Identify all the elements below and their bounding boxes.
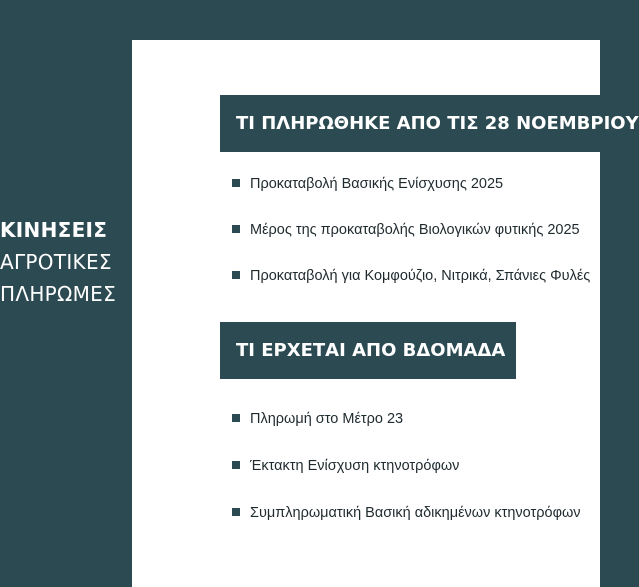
title-line-2: ΑΓΡΟΤΙΚΕΣ xyxy=(0,250,112,274)
list-item xyxy=(232,409,403,429)
content-panel xyxy=(132,40,639,587)
list-item xyxy=(232,174,503,194)
list-item-label: Προκαταβολή Βασικής Ενίσχυσης 2025 xyxy=(250,176,504,192)
square-bullet-icon xyxy=(232,461,240,469)
list-item-label: Μέρος της προκαταβολής Βιολογικών φυτικής 2025 xyxy=(250,222,580,238)
square-bullet-icon xyxy=(232,225,240,233)
list-item xyxy=(232,220,580,240)
title-line-1: ΚΙΝΗΣΕΙΣ xyxy=(0,218,108,242)
infographic-title xyxy=(0,214,117,310)
square-bullet-icon xyxy=(232,179,240,187)
list-item-label: Έκτακτη Ενίσχυση κτηνοτρόφων xyxy=(250,458,460,474)
square-bullet-icon xyxy=(232,414,240,422)
square-bullet-icon xyxy=(232,508,240,516)
list-item xyxy=(232,456,459,476)
list-item-label: Προκαταβολή για Κομφούζιο, Νιτρικά, Σπάνιες Φυλές xyxy=(250,268,591,284)
coming-section-header: ΤΙ ΕΡΧΕΤΑΙ ΑΠΟ ΒΔΟΜΑΔΑ xyxy=(220,322,516,379)
list-item-label: Συμπληρωματική Βασική αδικημένων κτηνοτρόφων xyxy=(250,505,581,521)
list-item-label: Πληρωμή στο Μέτρο 23 xyxy=(250,411,404,427)
list-item xyxy=(232,266,590,286)
square-bullet-icon xyxy=(232,271,240,279)
list-item xyxy=(232,503,581,523)
title-line-3: ΠΛΗΡΩΜΕΣ xyxy=(0,282,117,306)
paid-section-header: ΤΙ ΠΛΗΡΩΘΗΚΕ ΑΠΟ ΤΙΣ 28 ΝΟΕΜΒΡΙΟΥ xyxy=(220,95,620,152)
